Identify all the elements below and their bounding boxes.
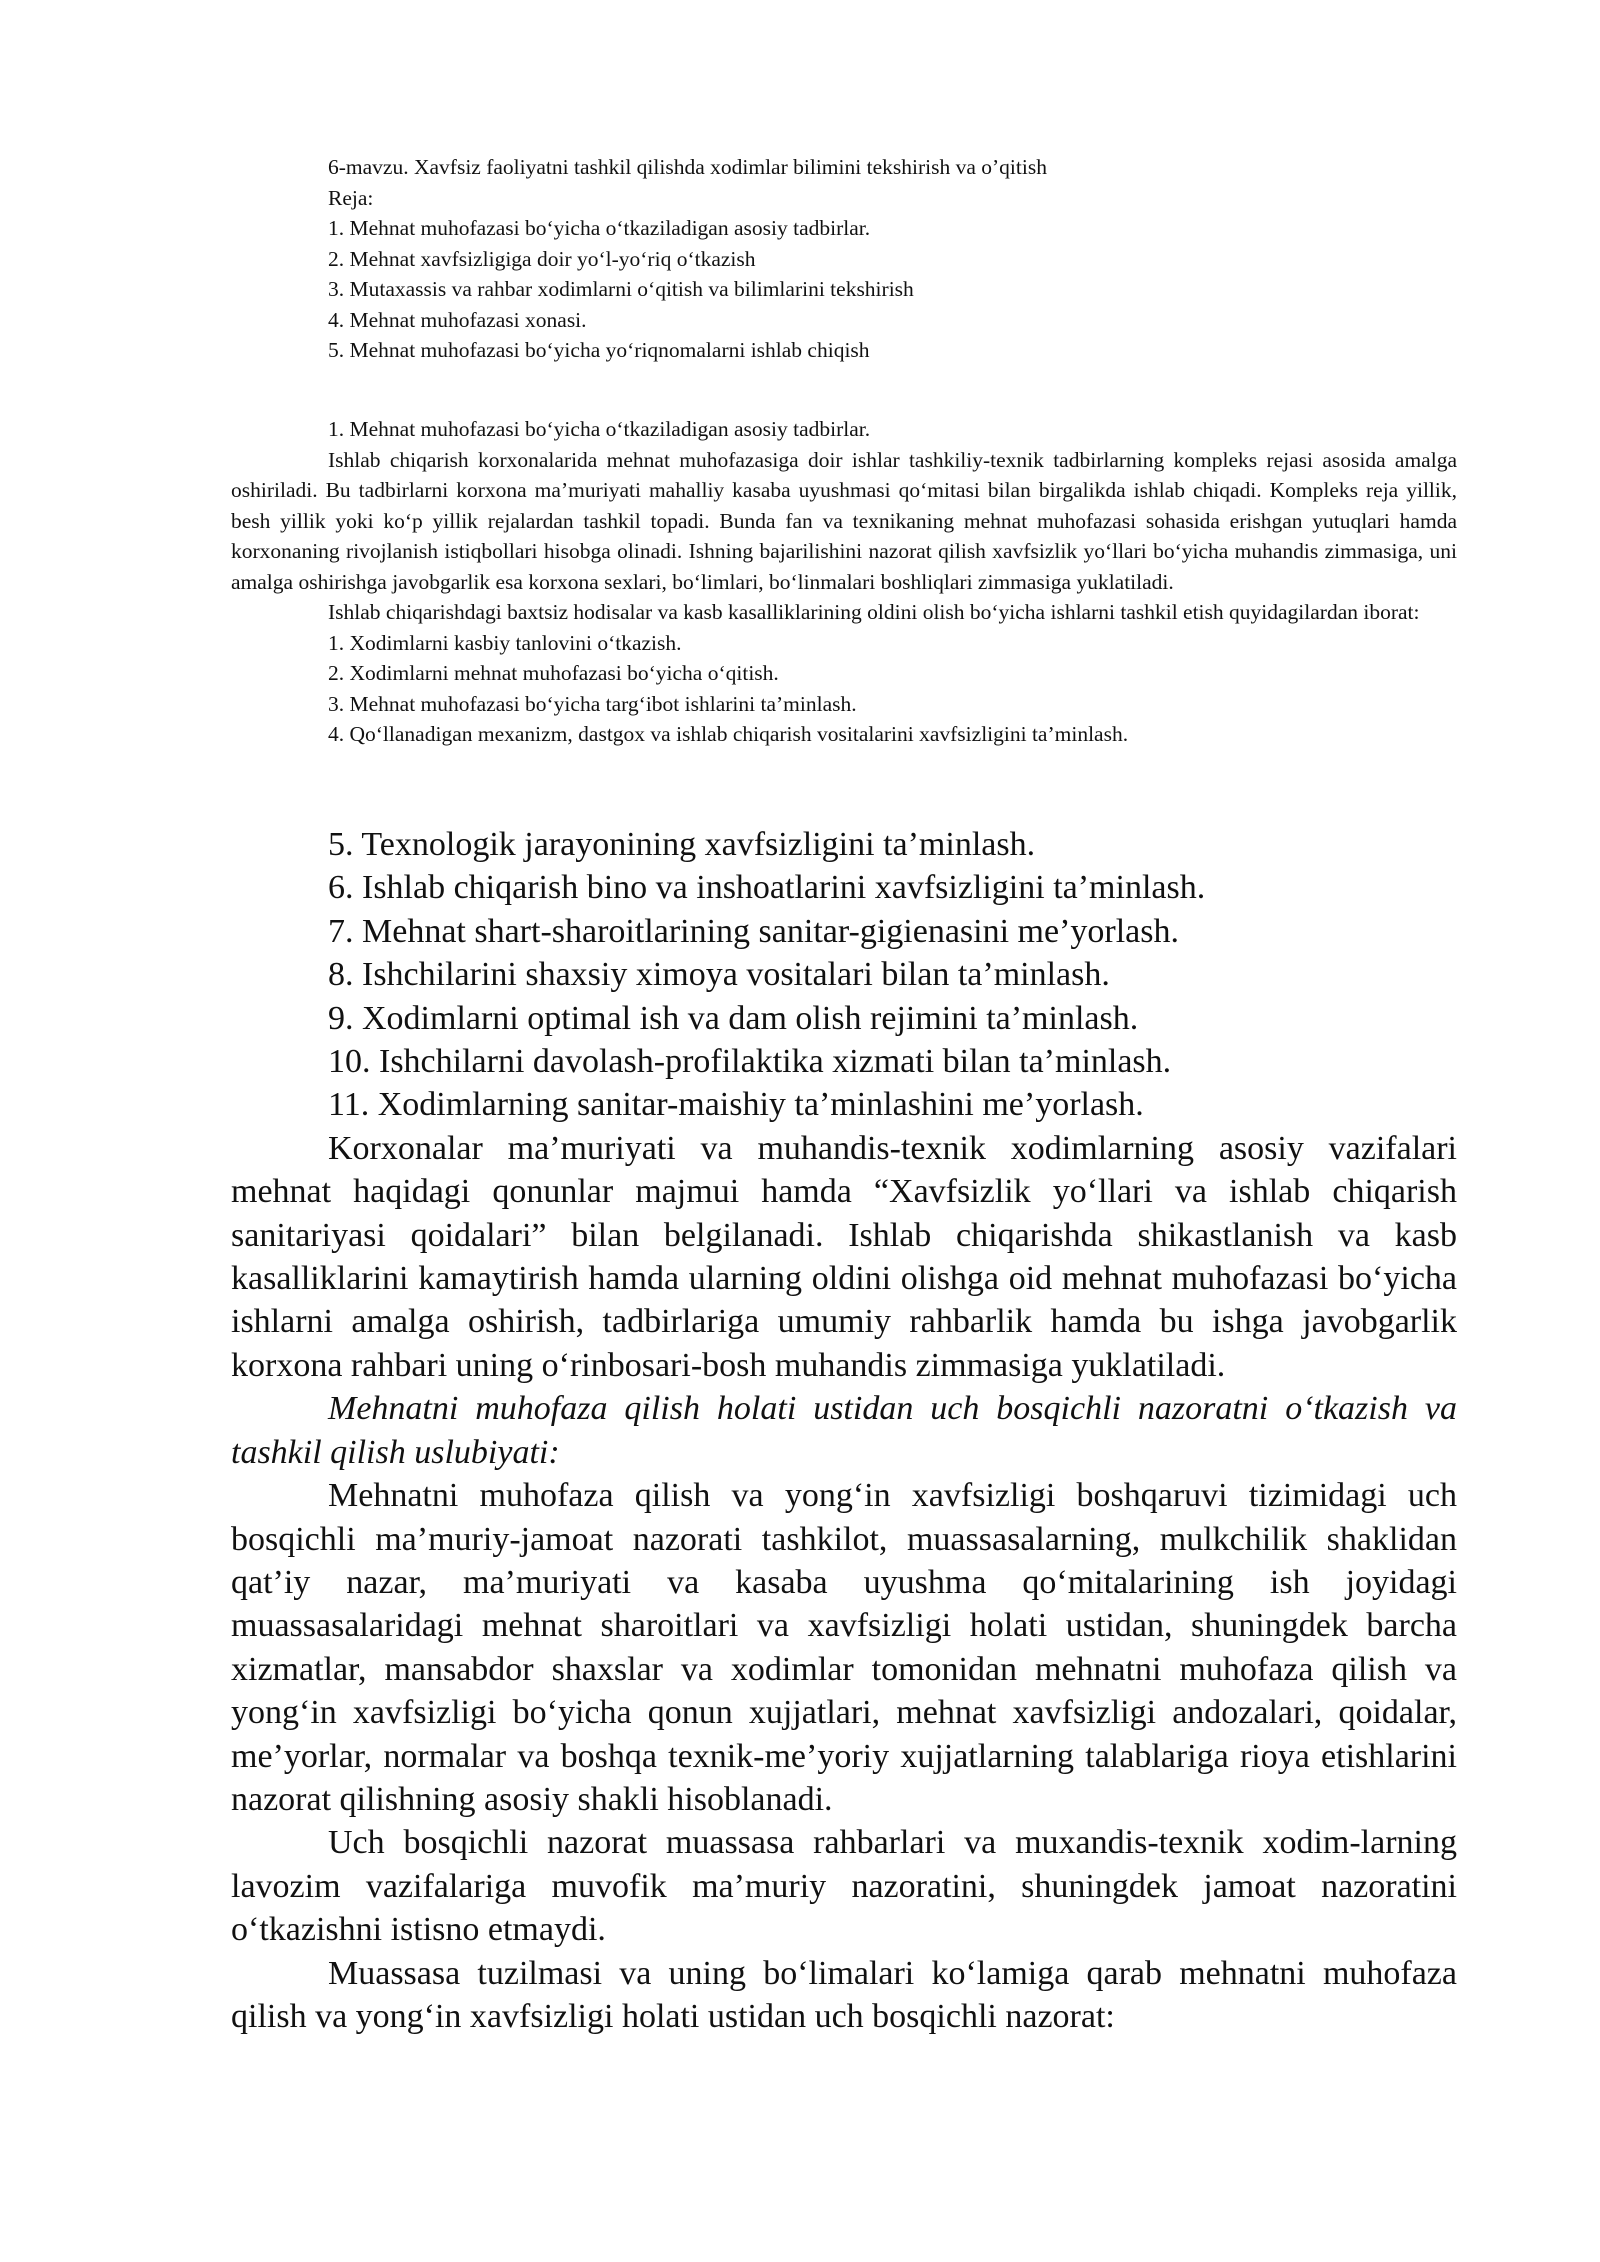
list-item: 2. Xodimlarni mehnat muhofazasi bo‘yicha o‘qitish. <box>328 661 779 685</box>
list-item: 3. Mehnat muhofazasi bo‘yicha targ‘ibot ishlarini ta’minlash. <box>328 691 857 716</box>
list-item: 4. Qo‘llanadigan mexanizm, dastgox va ishlab chiqarish vositalarini xavfsizligini ta’minlash. <box>328 722 1129 746</box>
section-1 <box>0 414 1600 750</box>
list-item: 7. Mehnat shart-sharoitlarining sanitar-gigienasini me’yorlash. <box>328 912 1179 950</box>
body-paragraph: Ishlab chiqarish korxonalarida mehnat muhofazasiga doir ishlar tashkiliy-texnik tadbirlarning kompleks rejasi asosida amalga oshiriladi. Bu tadbirlarni korxona ma’muriyati mahalliy kasaba uyushmasi qo‘mitasi bilan birgalikda ishlab chiqadi. Kompleks reja yillik, besh yillik yoki ko‘p yillik rejalardan tashkil topadi. Bunda fan va texnikaning mehnat muhofazasi sohasida erishgan yutuqlari hamda korxonaning rivojlanish istiqbollari hisobga olinadi. Ishning bajarilishini nazorat qilish xavfsizlik yo‘llari bo‘yicha muhandis zimmasiga, uni amalga oshirishga javobgarlik esa korxona sexlari, bo‘limlari, bo‘linmalari boshliqlari zimmasiga yuklatiladi. <box>231 447 1457 594</box>
list-item: 5. Texnologik jarayonining xavfsizligini ta’minlash. <box>328 826 1036 863</box>
section-heading: 1. Mehnat muhofazasi bo‘yicha o‘tkaziladigan asosiy tadbirlar. <box>328 417 871 441</box>
list-item: 6. Ishlab chiqarish bino va inshoatlarini xavfsizligini ta’minlash. <box>328 869 1206 907</box>
large-text-section <box>0 823 1600 2038</box>
body-paragraph: Mehnatni muhofaza qilish va yong‘in xavfsizligi boshqaruvi tizimidagi uch bosqichli ma’muriy-jamoat nazorati tashkilot, muassasalarning, mulkchilik shaklidan qat’iy nazar, ma’muriyati va kasaba uyushma qo‘mitalarining ish joyidagi muassasalaridagi mehnat sharoitlari va xavfsizligi holati ustidan, shuningdek barcha xizmatlar, mansabdor shaxslar va xodimlar tomonidan mehnatni muhofaza qilish va yong‘in xavfsizligi bo‘yicha qonun xujjatlari, mehnat xavfsizligi andozalari, qoidalar, me’yorlar, normalar va boshqa texnik-me’yoriy xujjatlarning talablariga rioya etishlarini nazorat qilishning asosiy shakli hisoblanadi. <box>231 1477 1457 1818</box>
plan-label: Reja: <box>328 185 374 210</box>
plan-item: 4. Mehnat muhofazasi xonasi. <box>328 307 587 332</box>
body-paragraph: Uch bosqichli nazorat muassasa rahbarlari va muxandis-texnik xodim-larning lavozim vazifalariga muvofik ma’muriy nazoratini, shuningdek jamoat nazoratini o‘tkazishni istisno etmaydi. <box>231 1824 1457 1949</box>
plan-item: 5. Mehnat muhofazasi bo‘yicha yo‘riqnomalarni ishlab chiqish <box>328 338 870 362</box>
body-paragraph: Ishlab chiqarishdagi baxtsiz hodisalar va kasb kasalliklarining oldini olish bo‘yicha ishlarni tashkil etish quyidagilardan iborat: <box>328 600 1420 624</box>
plan-item: 1. Mehnat muhofazasi bo‘yicha o‘tkaziladigan asosiy tadbirlar. <box>328 216 871 240</box>
list-item: 1. Xodimlarni kasbiy tanlovini o‘tkazish. <box>328 630 682 655</box>
topic-title: 6-mavzu. Xavfsiz faoliyatni tashkil qilishda xodimlar bilimini tekshirish va o’qitish <box>328 155 1047 179</box>
body-paragraph: Korxonalar ma’muriyati va muhandis-texnik xodimlarning asosiy vazifalari mehnat haqidagi qonunlar majmui hamda “Xavfsizlik yo‘llari va ishlab chiqarish sanitariyasi qoidalari” bilan belgilanadi. Ishlab chiqarishda shikastlanish va kasb kasalliklarini kamaytirish hamda ularning oldini olishga oid mehnat muhofazasi bo‘yicha ishlarni amalga oshirish, tadbirlariga umumiy rahbarlik hamda bu ishga javobgarlik korxona rahbari uning o‘rinbosari-bosh muhandis zimmasiga yuklatiladi. <box>231 1129 1457 1384</box>
list-item: 11. Xodimlarning sanitar-maishiy ta’minlashini me’yorlash. <box>328 1086 1144 1124</box>
list-item: 8. Ishchilarini shaxsiy ximoya vositalari bilan ta’minlash. <box>328 956 1110 994</box>
italic-subheading: Mehnatni muhofaza qilish holati ustidan uch bosqichli nazoratni o‘tkazish va tashkil qilish uslubiyati: <box>231 1390 1457 1471</box>
list-item: 10. Ishchilarni davolash-profilaktika xizmati bilan ta’minlash. <box>328 1043 1172 1081</box>
body-paragraph: Muassasa tuzilmasi va uning bo‘limalari ko‘lamiga qarab mehnatni muhofaza qilish va yong‘in xavfsizligi holati ustidan uch bosqichli nazorat: <box>231 1954 1457 2035</box>
list-item: 9. Xodimlarni optimal ish va dam olish rejimini ta’minlash. <box>328 999 1139 1037</box>
topic-header <box>0 152 1600 366</box>
plan-item: 2. Mehnat xavfsizligiga doir yo‘l-yo‘riq o‘tkazish <box>328 246 756 271</box>
plan-item: 3. Mutaxassis va rahbar xodimlarni o‘qitish va bilimlarini tekshirish <box>328 277 914 301</box>
